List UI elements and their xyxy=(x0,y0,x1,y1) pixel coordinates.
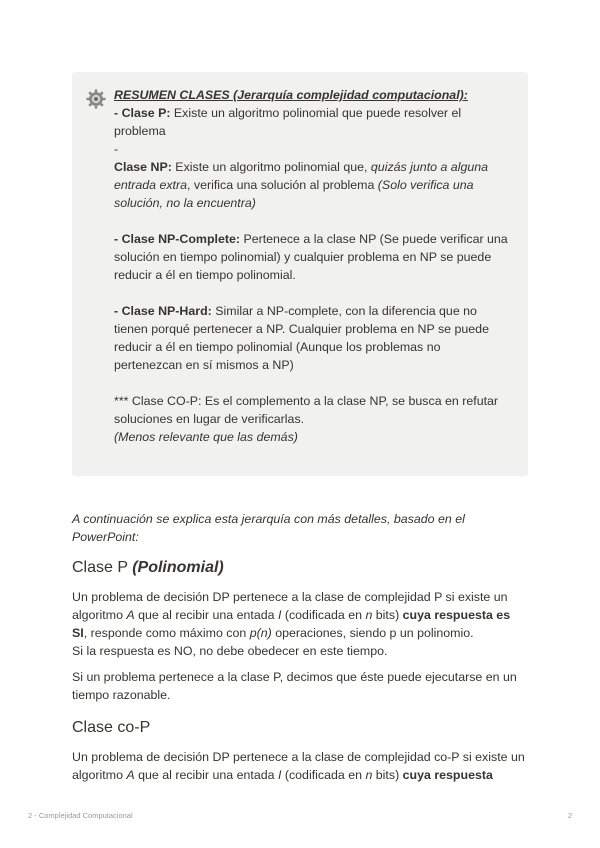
clase-p-paragraph: Un problema de decisión DP pertenece a la clase de complejidad P si existe un algoritmo A que al recibir una entada I (codificada en n bits) cuya respuesta es SI, responde como máximo con p(n) operaciones, siendo p un polinomio. xyxy=(72,590,511,640)
clase-np-item: Clase NP: Existe un algoritmo polinomial que, quizás junto a alguna entrada extra, verifica una solución al problema (Solo verifica una solución, no la encuentra) xyxy=(114,160,489,210)
intro-text: A continuación se explica esta jerarquía con más detalles, basado en el PowerPoint: xyxy=(72,512,465,544)
summary-callout xyxy=(72,72,528,476)
clase-np-complete-item: - Clase NP-Complete: Pertenece a la clase NP (Se puede verificar una solución en tiempo polinomial) y cualquier problema en NP se puede reducir a él en tiempo polinomial. xyxy=(114,232,508,282)
clase-p-item: - Clase P: Existe un algoritmo polinomial que puede resolver el problema xyxy=(114,106,462,138)
footer-page-number: 2 xyxy=(567,811,572,820)
clase-np-hard-item: - Clase NP-Hard: Similar a NP-complete, con la diferencia que no tienen porqué pertenecer a NP. Cualquier problema en NP se puede reducir a él en tiempo polinomial (Aunque los problemas no pertenezcan en sí mismos a NP) xyxy=(114,304,489,372)
clase-p-no-line: Si la respuesta es NO, no debe obedecer en este tiempo. xyxy=(72,644,388,658)
clase-co-p-item: *** Clase CO-P: Es el complemento a la clase NP, se busca en refutar soluciones en lugar de verificarlas. xyxy=(114,394,499,426)
callout-title: RESUMEN CLASES (Jerarquía complejidad computacional): xyxy=(114,88,468,102)
heading-clase-co-p: Clase co-P xyxy=(72,719,151,736)
footer-document-title: 2 - Complejidad Computacional xyxy=(28,811,133,820)
heading-clase-p: Clase P (Polinomial) xyxy=(72,559,224,576)
clase-co-p-paragraph: Un problema de decisión DP pertenece a la clase de complejidad co-P si existe un algoritmo A que al recibir una entada I (codificada en n bits) cuya respuesta xyxy=(72,750,525,782)
main-content xyxy=(72,510,528,784)
dash-line: - xyxy=(114,142,119,156)
clase-co-p-note: (Menos relevante que las demás) xyxy=(114,430,298,444)
gear-icon xyxy=(85,88,107,110)
clase-p-paragraph-2: Si un problema pertenece a la clase P, decimos que éste puede ejecutarse en un tiempo razonable. xyxy=(72,670,517,702)
